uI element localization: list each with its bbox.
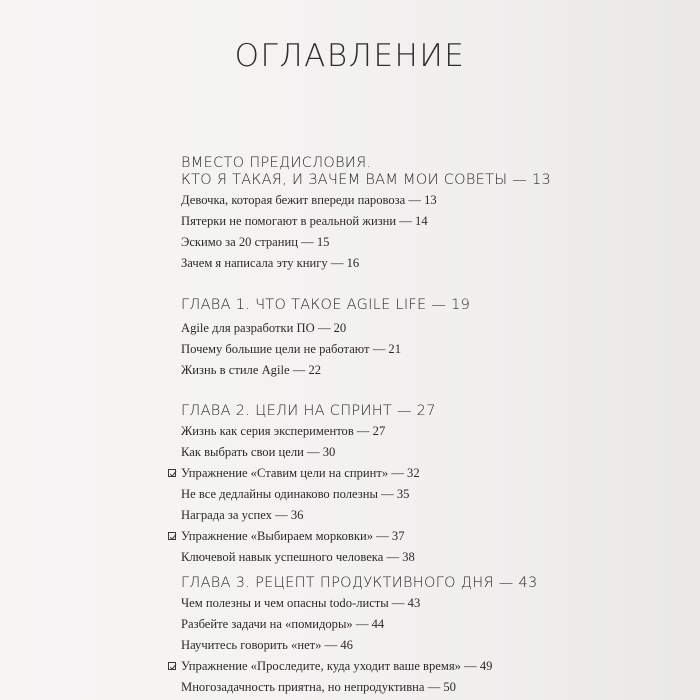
toc-entry: Жизнь как серия экспериментов — 27 bbox=[181, 424, 386, 438]
toc-section-chapter-2 bbox=[181, 403, 681, 568]
toc-entry: Эскимо за 20 страниц — 15 bbox=[181, 235, 330, 249]
toc-entry-label: Упражнение «Выбираем морковки» — 37 bbox=[181, 529, 405, 543]
toc-section-chapter-3 bbox=[181, 575, 681, 698]
toc-section-chapter-1 bbox=[181, 297, 681, 381]
page-title: ОГЛАВЛЕНИЕ bbox=[234, 38, 466, 74]
toc-entry: Девочка, которая бежит впереди паровоза — 13 bbox=[181, 193, 437, 207]
toc-entry: Разбейте задачи на «помидоры» — 44 bbox=[181, 617, 385, 631]
toc-entry-exercise bbox=[181, 526, 681, 547]
toc-entry-exercise bbox=[181, 463, 681, 484]
toc-entry: Ключевой навык успешного человека — 38 bbox=[181, 550, 415, 564]
checkbox-icon bbox=[168, 532, 176, 540]
toc-section-preface bbox=[181, 155, 681, 274]
checkbox-icon bbox=[168, 662, 176, 670]
toc-entry: Жизнь в стиле Agile — 22 bbox=[181, 363, 322, 377]
section-heading-line: ГЛАВА 2. ЦЕЛИ НА СПРИНТ — 27 bbox=[181, 403, 436, 419]
toc-entry: Пятерки не помогают в реальной жизни — 14 bbox=[181, 214, 428, 228]
toc-entry: Как выбрать свои цели — 30 bbox=[181, 445, 336, 459]
checkbox-icon bbox=[168, 469, 176, 477]
toc-entry: Научитесь говорить «нет» — 46 bbox=[181, 638, 353, 652]
toc-entry: Не все дедлайны одинаково полезны — 35 bbox=[181, 487, 410, 501]
toc-entry: Чем полезны и чем опасны todo-листы — 43 bbox=[181, 596, 421, 610]
section-heading-line: ВМЕСТО ПРЕДИСЛОВИЯ. bbox=[181, 155, 372, 171]
toc-entry: Зачем я написала эту книгу — 16 bbox=[181, 256, 360, 270]
section-heading-line: КТО Я ТАКАЯ, И ЗАЧЕМ ВАМ МОИ СОВЕТЫ — 13 bbox=[181, 172, 552, 188]
section-heading-line: ГЛАВА 1. ЧТО ТАКОЕ AGILE LIFE — 19 bbox=[181, 297, 471, 313]
toc-entry: Многозадачность приятна, но непродуктивна — 50 bbox=[181, 680, 456, 694]
toc-entry-label: Упражнение «Ставим цели на спринт» — 32 bbox=[181, 466, 420, 480]
toc-entry-label: Упражнение «Проследите, куда уходит ваше время» — 49 bbox=[181, 659, 493, 673]
toc-entry: Agile для разработки ПО — 20 bbox=[181, 321, 347, 335]
section-heading-line: ГЛАВА 3. РЕЦЕПТ ПРОДУКТИВНОГО ДНЯ — 43 bbox=[181, 575, 538, 591]
toc-entry: Награда за успех — 36 bbox=[181, 508, 304, 522]
toc-entry-exercise bbox=[181, 656, 681, 677]
toc-entry: Почему большие цели не работают — 21 bbox=[181, 342, 402, 356]
